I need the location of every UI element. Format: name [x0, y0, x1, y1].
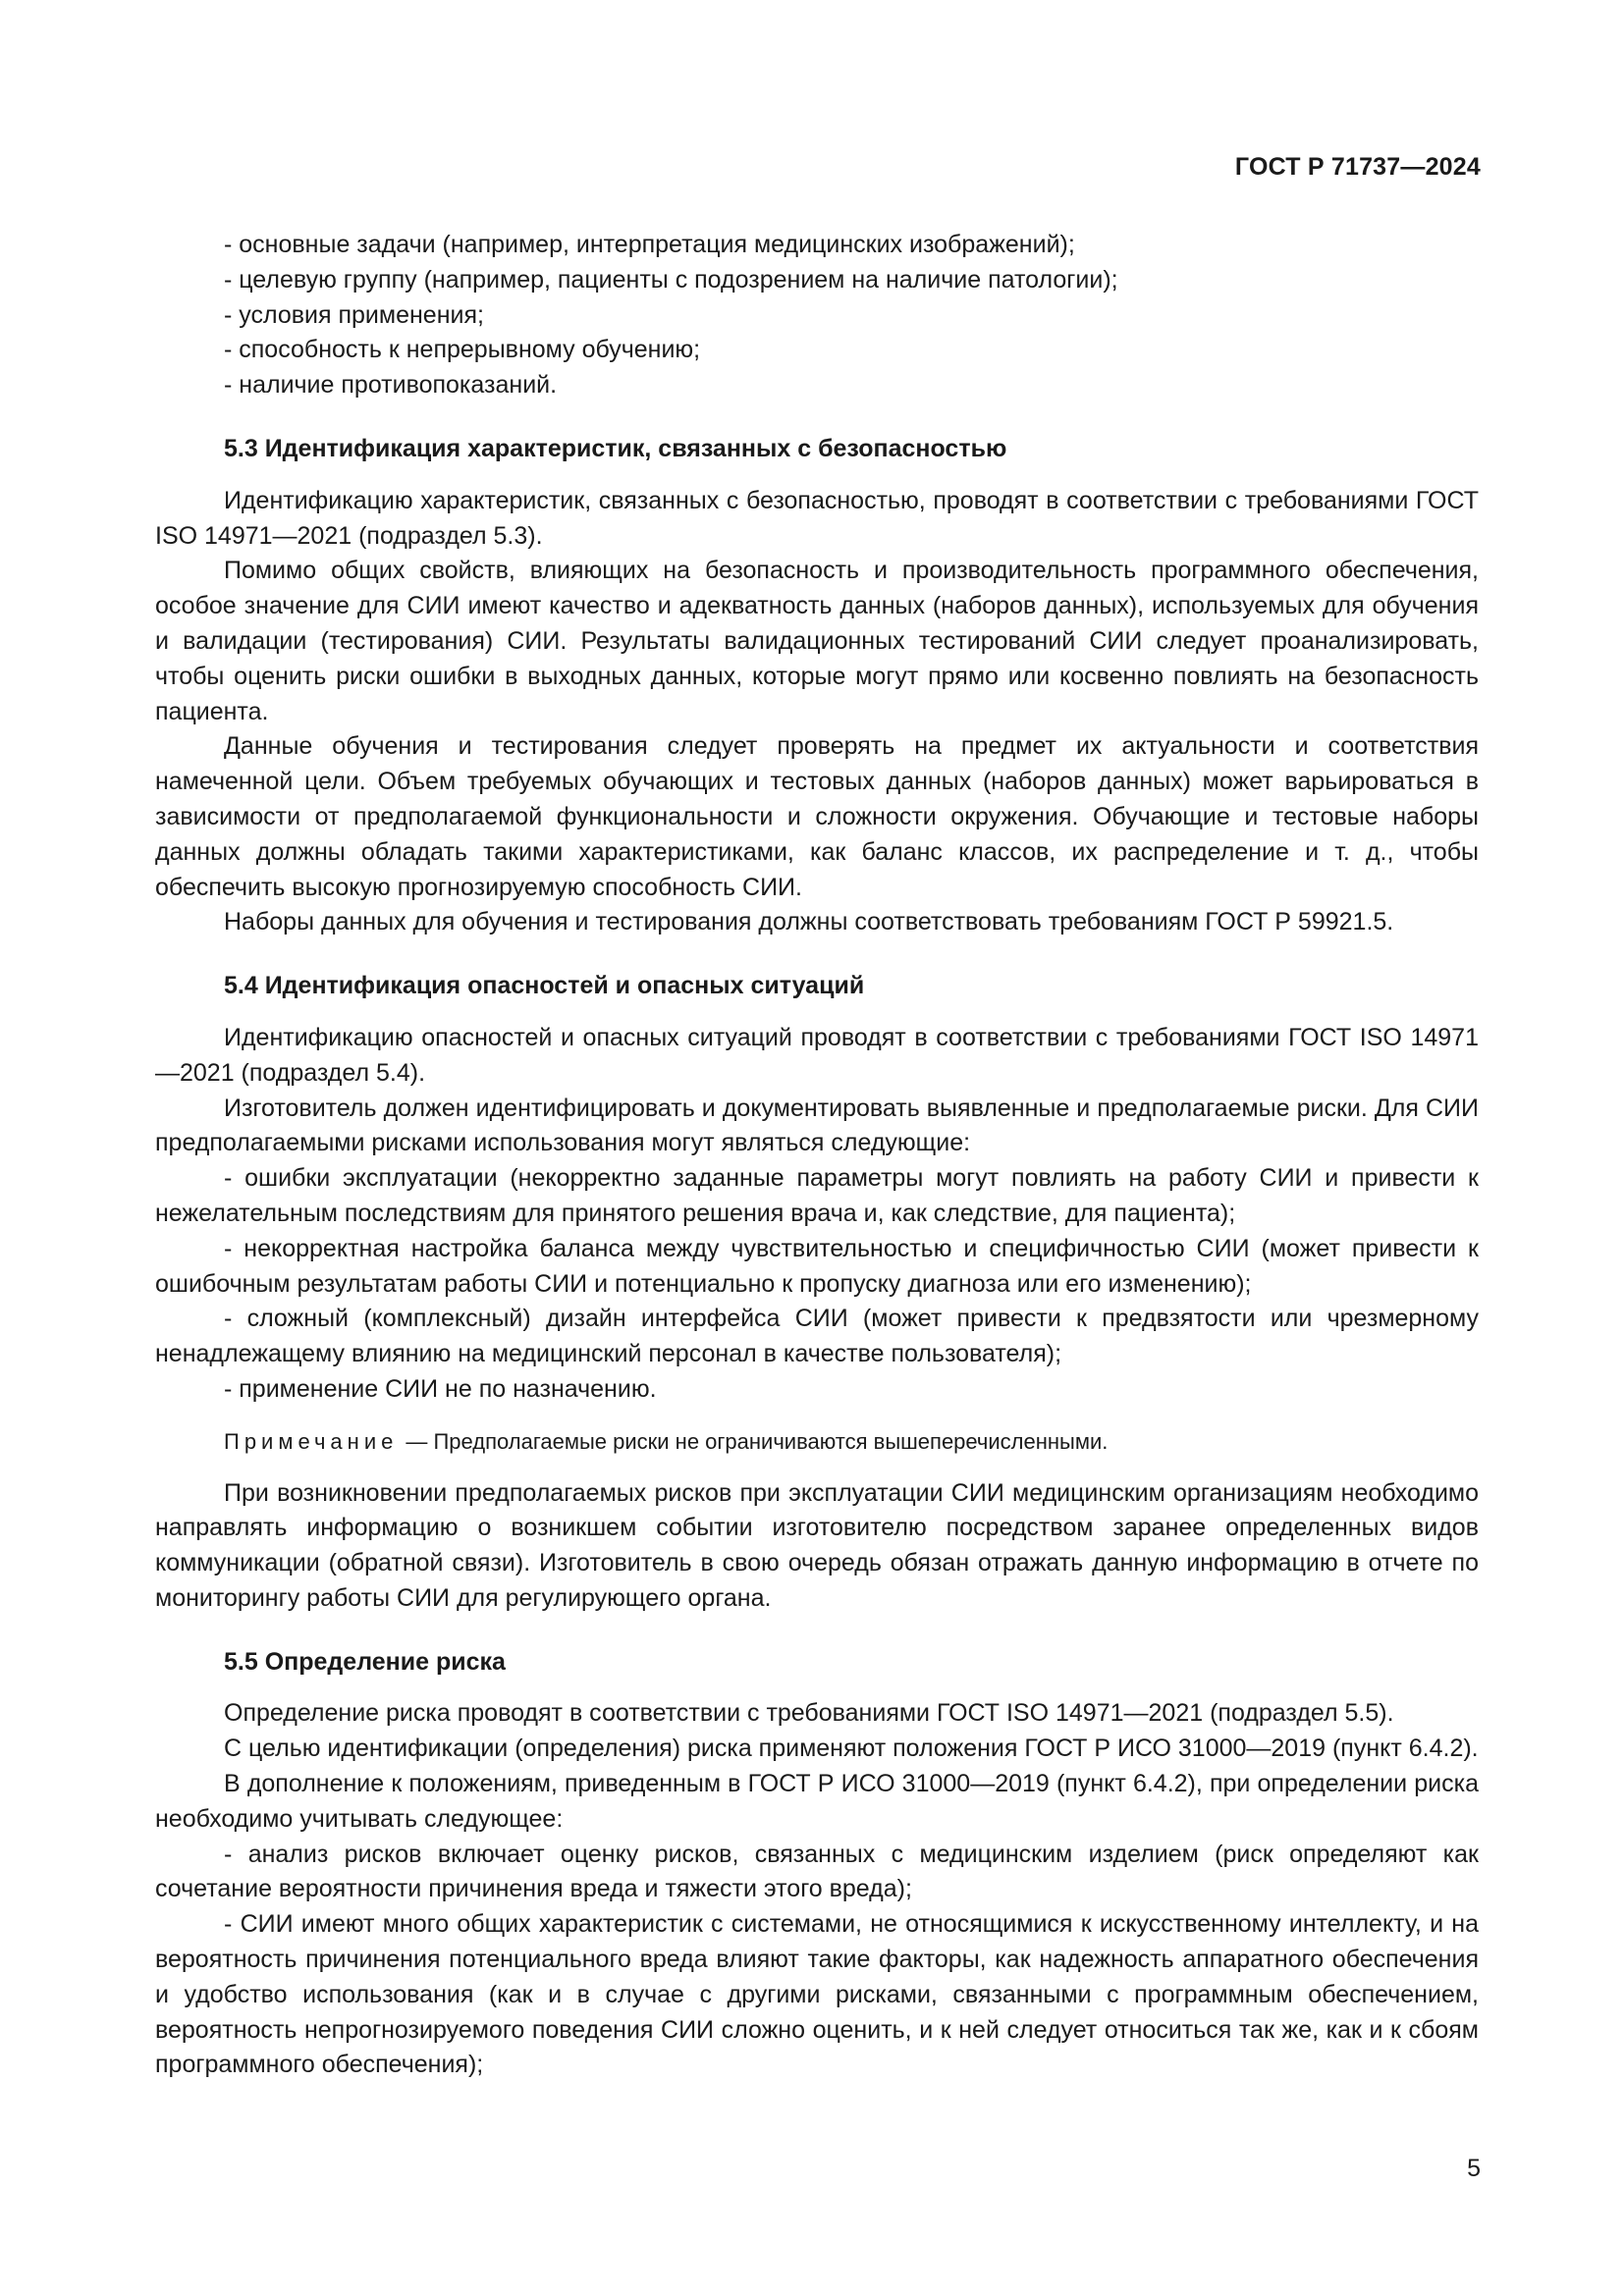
list-item: - основные задачи (например, интерпретация медицинских изображений); — [224, 231, 1075, 258]
list-item: - наличие противопоказаний. — [224, 371, 558, 400]
paragraph: При возникновении предполагаемых рисков при эксплуатации СИИ медицинским организациям необходимо направлять информацию о возникшем событии изготовителю посредством заранее определенных видов коммуникации (обратной связи). Изготовитель в свою очередь обязан отражать данную информацию в отчете по мониторингу работы СИИ для регулирующего органа. — [155, 1478, 1479, 1612]
list-item: - некорректная настройка баланса между чувствительностью и специфичностью СИИ (может привести к ошибочным результатам работы СИИ и потенциально к пропуску диагноза или его изменению); — [155, 1234, 1479, 1298]
page-number: 5 — [1467, 2155, 1481, 2182]
list-item: - анализ рисков включает оценку рисков, связанных с медицинским изделием (риск определяют как сочетание вероятности причинения вреда и тяжести этого вреда); — [155, 1840, 1479, 1903]
list-item: - ошибки эксплуатации (некорректно заданные параметры могут повлиять на работу СИИ и привести к нежелательным последствиям для принятого решения врача и, как следствие, для пациента); — [155, 1164, 1479, 1227]
paragraph: Наборы данных для обучения и тестирования должны соответствовать требованиям ГОСТ Р 59921.5. — [224, 908, 1394, 936]
document-id: ГОСТ Р 71737—2024 — [1234, 153, 1481, 181]
paragraph: С целью идентификации (определения) риска применяют положения ГОСТ Р ИСО 31000—2019 (пункт 6.4.2). — [224, 1735, 1479, 1763]
note-label: Примечание — [224, 1428, 399, 1454]
document-body — [155, 228, 1479, 2083]
list-item: - сложный (комплексный) дизайн интерфейса СИИ (может привести к предвзятости или чрезмерному ненадлежащему влиянию на медицинский персонал в качестве пользователя); — [155, 1305, 1479, 1368]
paragraph: Идентификацию характеристик, связанных с безопасностью, проводят в соответствии с требованиями ГОСТ ISO 14971—2021 (подраздел 5.3). — [155, 486, 1479, 550]
paragraph: Помимо общих свойств, влияющих на безопасность и производительность программного обеспечения, особое значение для СИИ имеют качество и адекватность данных (наборов данных), используемых для обучения и валидации (тестирования) СИИ. Результаты валидационных тестирований СИИ следует проанализировать, чтобы оценить риски ошибки в выходных данных, которые могут прямо или косвенно повлиять на безопасность пациента. — [155, 557, 1479, 725]
paragraph: Изготовитель должен идентифицировать и документировать выявленные и предполагаемые риски. Для СИИ предполагаемыми рисками использования могут являться следующие: — [155, 1094, 1479, 1157]
note-text: — Предполагаемые риски не ограничиваются вышеперечисленными. — [406, 1428, 1109, 1454]
list-item: - целевую группу (например, пациенты с подозрением на наличие патологии); — [224, 265, 1118, 294]
section-heading-5-4: 5.4 Идентификация опасностей и опасных ситуаций — [224, 972, 865, 1000]
paragraph: Данные обучения и тестирования следует проверять на предмет их актуальности и соответствия намеченной цели. Объем требуемых обучающих и тестовых данных (наборов данных) может варьироваться в зависимости от предполагаемой функциональности и сложности окружения. Обучающие и тестовые наборы данных должны обладать такими характеристиками, как баланс классов, их распределение и т. д., чтобы обеспечить высокую прогнозируемую способность СИИ. — [155, 732, 1479, 901]
paragraph: В дополнение к положениям, приведенным в ГОСТ Р ИСО 31000—2019 (пункт 6.4.2), при определении риска необходимо учитывать следующее: — [155, 1770, 1479, 1833]
section-heading-5-3: 5.3 Идентификация характеристик, связанных с безопасностью — [224, 434, 1007, 462]
paragraph: Определение риска проводят в соответствии с требованиями ГОСТ ISO 14971—2021 (подраздел 5.5). — [224, 1699, 1394, 1728]
note — [155, 1424, 1479, 1460]
paragraph: Идентификацию опасностей и опасных ситуаций проводят в соответствии с требованиями ГОСТ ISO 14971—2021 (подраздел 5.4). — [155, 1023, 1479, 1087]
list-item: - СИИ имеют много общих характеристик с системами, не относящимися к искусственному интеллекту, и на вероятность причинения потенциального вреда влияют такие факторы, как надежность аппаратного обеспечения и удобство использования (как и в случае с другими рисками, связанными с программным обеспечением, вероятность непрогнозируемого поведения СИИ сложно оценить, и к ней следует относиться так же, как и к сбоям программного обеспечения); — [155, 1910, 1479, 2079]
list-item: - способность к непрерывному обучению; — [224, 336, 701, 364]
section-heading-5-5: 5.5 Определение риска — [224, 1647, 506, 1676]
list-item: - условия применения; — [224, 300, 484, 329]
list-item: - применение СИИ не по назначению. — [224, 1374, 657, 1403]
